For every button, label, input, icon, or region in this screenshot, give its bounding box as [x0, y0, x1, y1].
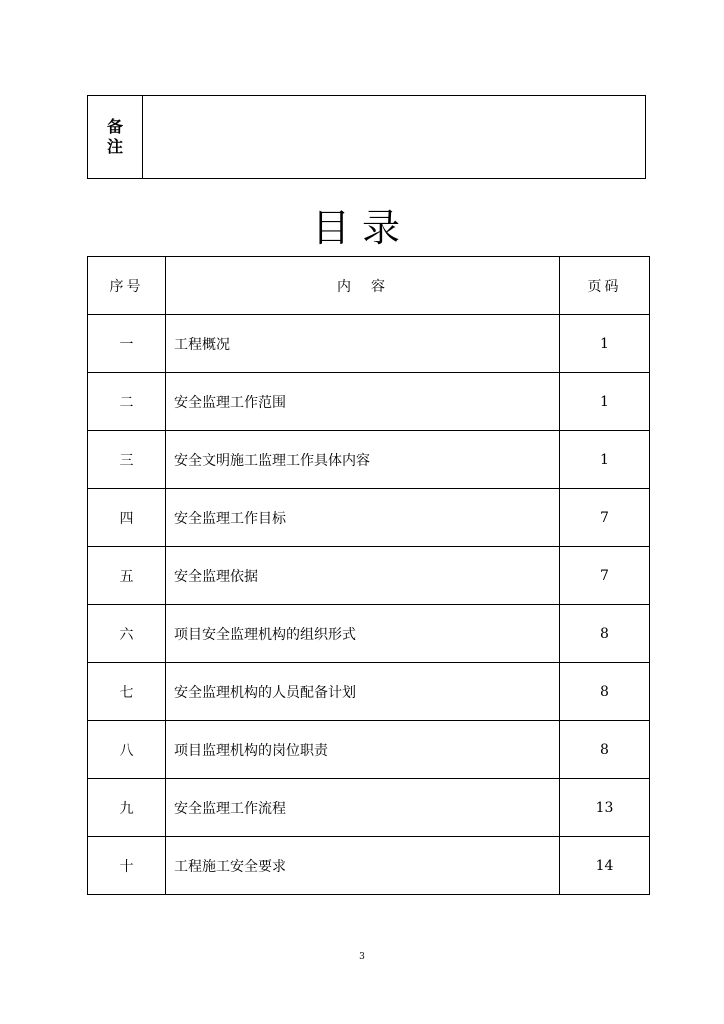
table-row: [88, 721, 650, 779]
row-content: 工程施工安全要求: [166, 837, 560, 895]
row-page: 1: [560, 373, 650, 431]
toc-header-row: [88, 257, 650, 315]
table-row: [88, 605, 650, 663]
row-number: 六: [88, 605, 166, 663]
page-number: 3: [359, 952, 365, 962]
row-number: 五: [88, 547, 166, 605]
remarks-label: 备注: [107, 117, 124, 156]
row-content: 安全监理依据: [166, 547, 560, 605]
row-number: 三: [88, 431, 166, 489]
table-row: [88, 837, 650, 895]
row-number: 七: [88, 663, 166, 721]
row-page: 1: [560, 315, 650, 373]
row-page: 8: [560, 663, 650, 721]
row-page: 1: [560, 431, 650, 489]
row-number: 四: [88, 489, 166, 547]
remarks-label-cell: [88, 96, 143, 178]
row-page: 7: [560, 547, 650, 605]
row-number: 九: [88, 779, 166, 837]
row-page: 7: [560, 489, 650, 547]
table-row: [88, 315, 650, 373]
row-content: 项目安全监理机构的组织形式: [166, 605, 560, 663]
header-page: 页码: [560, 257, 650, 315]
row-number: 二: [88, 373, 166, 431]
row-content: 安全监理机构的人员配备计划: [166, 663, 560, 721]
row-number: 十: [88, 837, 166, 895]
table-row: [88, 431, 650, 489]
row-content: 项目监理机构的岗位职责: [166, 721, 560, 779]
table-row: [88, 373, 650, 431]
row-number: 八: [88, 721, 166, 779]
row-number: 一: [88, 315, 166, 373]
header-content: 内 容: [166, 257, 560, 315]
row-page: 13: [560, 779, 650, 837]
row-page: 14: [560, 837, 650, 895]
row-content: 安全监理工作目标: [166, 489, 560, 547]
row-content: 工程概况: [166, 315, 560, 373]
toc-title: 目录: [311, 206, 412, 250]
table-row: [88, 489, 650, 547]
remarks-content-cell: [143, 96, 645, 178]
header-number: 序号: [88, 257, 166, 315]
row-page: 8: [560, 605, 650, 663]
table-row: [88, 779, 650, 837]
row-page: 8: [560, 721, 650, 779]
table-row: [88, 663, 650, 721]
table-row: [88, 547, 650, 605]
toc-table: [87, 256, 650, 895]
row-content: 安全文明施工监理工作具体内容: [166, 431, 560, 489]
row-content: 安全监理工作范围: [166, 373, 560, 431]
remarks-box: [87, 95, 646, 179]
row-content: 安全监理工作流程: [166, 779, 560, 837]
